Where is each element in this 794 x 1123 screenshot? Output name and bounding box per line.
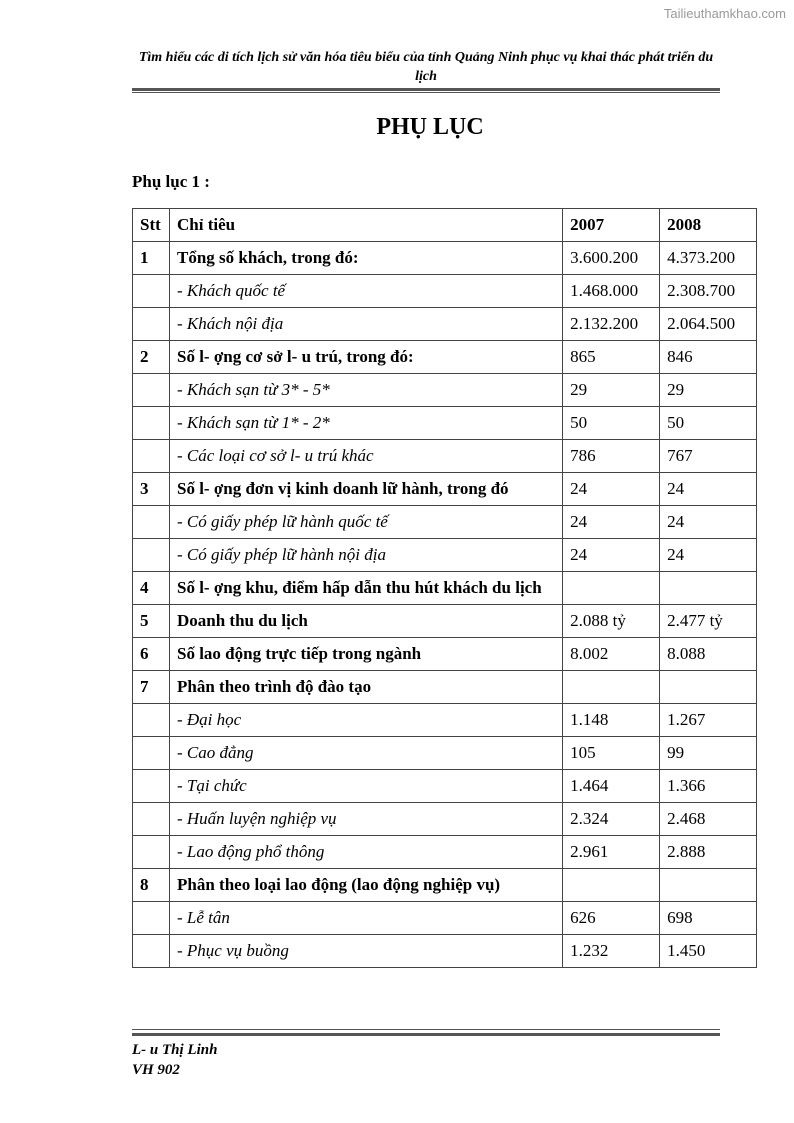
- value-2008-cell: 24: [660, 506, 757, 539]
- value-2008-cell: [660, 572, 757, 605]
- stt-cell: 7: [133, 671, 170, 704]
- table-row: [133, 704, 757, 737]
- stt-cell: 2: [133, 341, 170, 374]
- table-row: [133, 275, 757, 308]
- value-2007-cell: 24: [563, 473, 660, 506]
- value-2007-cell: 1.464: [563, 770, 660, 803]
- value-2007-cell: 29: [563, 374, 660, 407]
- indicator-cell: - Khách sạn từ 3* - 5*: [169, 374, 562, 407]
- indicator-cell: - Khách sạn từ 1* - 2*: [169, 407, 562, 440]
- indicator-cell: - Cao đẳng: [169, 737, 562, 770]
- value-2008-cell: 50: [660, 407, 757, 440]
- table-row: [133, 770, 757, 803]
- table-row: [133, 935, 757, 968]
- table-row: [133, 341, 757, 374]
- stt-cell: 4: [133, 572, 170, 605]
- indicator-cell: Phân theo loại lao động (lao động nghiệp vụ): [169, 869, 562, 902]
- table-row: [133, 308, 757, 341]
- value-2007-cell: 1.232: [563, 935, 660, 968]
- value-2007-cell: [563, 671, 660, 704]
- value-2008-cell: 846: [660, 341, 757, 374]
- table-row: [133, 803, 757, 836]
- value-2007-cell: 786: [563, 440, 660, 473]
- value-2008-cell: [660, 671, 757, 704]
- footer-class-code: VH 902: [132, 1062, 180, 1078]
- indicator-cell: - Tại chức: [169, 770, 562, 803]
- value-2008-cell: 2.888: [660, 836, 757, 869]
- stt-cell: [133, 407, 170, 440]
- indicator-cell: Số lao động trực tiếp trong ngành: [169, 638, 562, 671]
- header-rule: [132, 88, 720, 91]
- value-2008-cell: 4.373.200: [660, 242, 757, 275]
- page-title: PHỤ LỤC: [376, 114, 484, 140]
- footer-rule-thin: [132, 1029, 720, 1030]
- value-2008-cell: 1.267: [660, 704, 757, 737]
- stt-cell: [133, 506, 170, 539]
- value-2008-cell: 2.308.700: [660, 275, 757, 308]
- indicator-cell: Số l- ợng đơn vị kinh doanh lữ hành, trong đó: [169, 473, 562, 506]
- indicator-cell: Tổng số khách, trong đó:: [169, 242, 562, 275]
- stt-cell: [133, 737, 170, 770]
- value-2008-cell: 24: [660, 473, 757, 506]
- value-2007-cell: 105: [563, 737, 660, 770]
- header-indicator: Chỉ tiêu: [169, 209, 562, 242]
- stt-cell: [133, 440, 170, 473]
- value-2008-cell: 24: [660, 539, 757, 572]
- header-year-2007: 2007: [563, 209, 660, 242]
- indicator-cell: - Huấn luyện nghiệp vụ: [169, 803, 562, 836]
- value-2007-cell: 865: [563, 341, 660, 374]
- indicator-cell: - Khách quốc tế: [169, 275, 562, 308]
- stt-cell: [133, 836, 170, 869]
- table-row: [133, 374, 757, 407]
- value-2008-cell: 2.468: [660, 803, 757, 836]
- watermark: Tailieuthamkhao.com: [663, 6, 786, 21]
- stt-cell: 5: [133, 605, 170, 638]
- value-2007-cell: 50: [563, 407, 660, 440]
- stt-cell: [133, 539, 170, 572]
- footer-author-block: [132, 1040, 217, 1080]
- table-row: [133, 506, 757, 539]
- value-2008-cell: 1.450: [660, 935, 757, 968]
- statistics-table: [132, 208, 757, 968]
- indicator-cell: - Có giấy phép lữ hành nội địa: [169, 539, 562, 572]
- value-2008-cell: 698: [660, 902, 757, 935]
- table-row: [133, 407, 757, 440]
- table-row: [133, 473, 757, 506]
- table-row: [133, 836, 757, 869]
- table-header-row: [133, 209, 757, 242]
- stt-cell: [133, 803, 170, 836]
- stt-cell: 1: [133, 242, 170, 275]
- table-row: [133, 671, 757, 704]
- value-2007-cell: 2.324: [563, 803, 660, 836]
- appendix-label: Phụ lục 1 :: [132, 172, 210, 191]
- running-header: Tìm hiểu các di tích lịch sử văn hóa tiêu biểu của tỉnh Quảng Ninh phục vụ khai thác phát triển du lịch: [138, 50, 714, 84]
- value-2007-cell: 2.088 tỷ: [563, 605, 660, 638]
- stt-cell: [133, 935, 170, 968]
- value-2008-cell: 1.366: [660, 770, 757, 803]
- indicator-cell: - Phục vụ buồng: [169, 935, 562, 968]
- header-stt: Stt: [133, 209, 170, 242]
- stt-cell: 3: [133, 473, 170, 506]
- value-2007-cell: 3.600.200: [563, 242, 660, 275]
- stt-cell: [133, 275, 170, 308]
- indicator-cell: - Có giấy phép lữ hành quốc tế: [169, 506, 562, 539]
- value-2007-cell: 626: [563, 902, 660, 935]
- stt-cell: [133, 902, 170, 935]
- table-row: [133, 572, 757, 605]
- value-2007-cell: 24: [563, 506, 660, 539]
- table-row: [133, 638, 757, 671]
- indicator-cell: - Lễ tân: [169, 902, 562, 935]
- value-2007-cell: 2.961: [563, 836, 660, 869]
- table-row: [133, 440, 757, 473]
- footer-author-name: L- u Thị Linh: [132, 1042, 218, 1058]
- value-2007-cell: [563, 572, 660, 605]
- stt-cell: [133, 770, 170, 803]
- indicator-cell: Doanh thu du lịch: [169, 605, 562, 638]
- value-2008-cell: 2.477 tỷ: [660, 605, 757, 638]
- table-body: [133, 242, 757, 968]
- stt-cell: [133, 704, 170, 737]
- indicator-cell: - Các loại cơ sở l- u trú khác: [169, 440, 562, 473]
- table-row: [133, 242, 757, 275]
- footer-rule: [132, 1033, 720, 1036]
- indicator-cell: Số l- ợng cơ sở l- u trú, trong đó:: [169, 341, 562, 374]
- value-2007-cell: 1.468.000: [563, 275, 660, 308]
- table-row: [133, 539, 757, 572]
- value-2007-cell: 2.132.200: [563, 308, 660, 341]
- header-year-2008: 2008: [660, 209, 757, 242]
- indicator-cell: - Lao động phổ thông: [169, 836, 562, 869]
- stt-cell: [133, 308, 170, 341]
- header-rule-thin: [132, 92, 720, 93]
- indicator-cell: - Khách nội địa: [169, 308, 562, 341]
- value-2008-cell: 2.064.500: [660, 308, 757, 341]
- indicator-cell: Phân theo trình độ đào tạo: [169, 671, 562, 704]
- value-2007-cell: 8.002: [563, 638, 660, 671]
- stt-cell: 6: [133, 638, 170, 671]
- value-2008-cell: 8.088: [660, 638, 757, 671]
- table-row: [133, 902, 757, 935]
- indicator-cell: Số l- ợng khu, điểm hấp dẫn thu hút khách du lịch: [169, 572, 562, 605]
- value-2007-cell: 1.148: [563, 704, 660, 737]
- value-2008-cell: 767: [660, 440, 757, 473]
- value-2007-cell: [563, 869, 660, 902]
- value-2008-cell: 29: [660, 374, 757, 407]
- table-row: [133, 737, 757, 770]
- table-row: [133, 869, 757, 902]
- indicator-cell: - Đại học: [169, 704, 562, 737]
- stt-cell: [133, 374, 170, 407]
- value-2008-cell: [660, 869, 757, 902]
- table-row: [133, 605, 757, 638]
- value-2008-cell: 99: [660, 737, 757, 770]
- value-2007-cell: 24: [563, 539, 660, 572]
- stt-cell: 8: [133, 869, 170, 902]
